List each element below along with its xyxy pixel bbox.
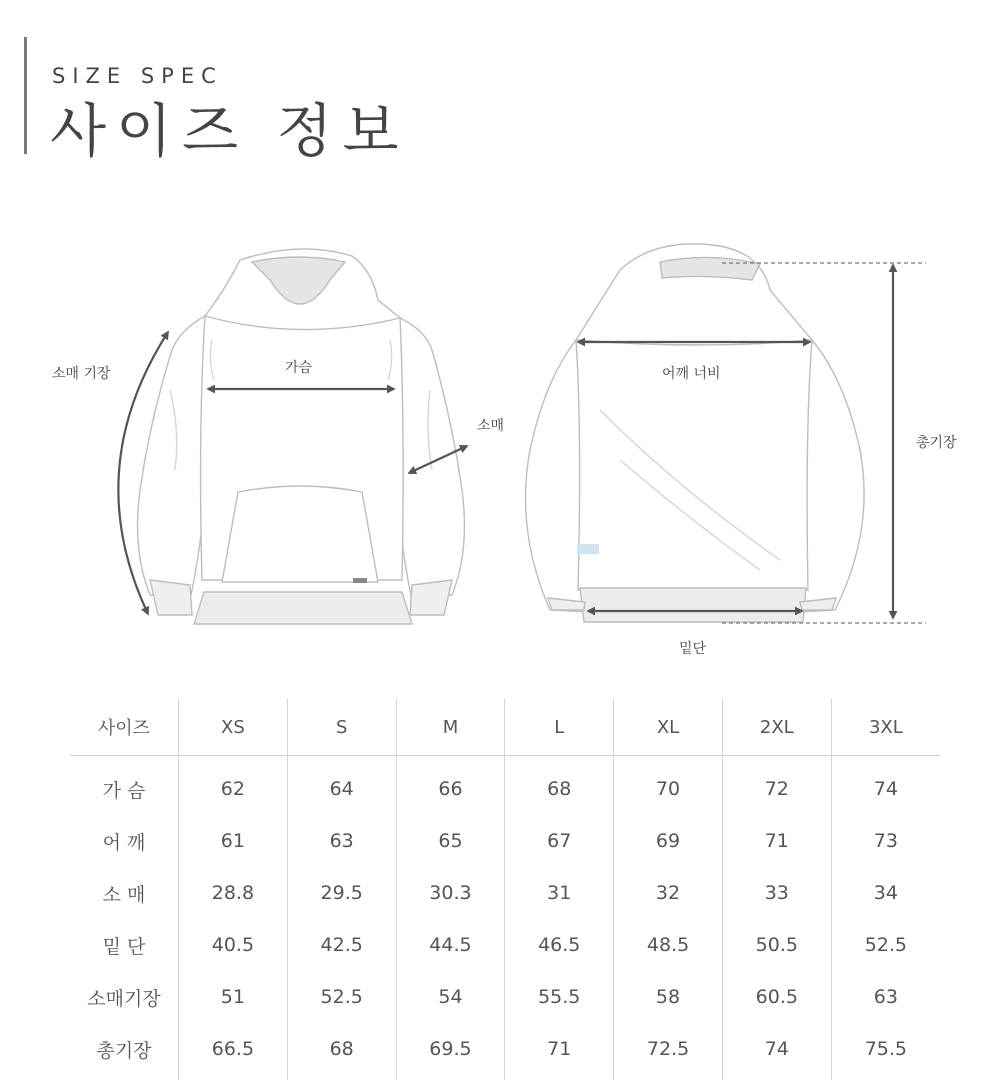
label-total-length: 총기장 — [916, 435, 957, 451]
table-row — [70, 919, 940, 971]
table-cell: 66 — [396, 756, 505, 816]
size-header-l: L — [505, 699, 614, 756]
size-header-s: S — [287, 699, 396, 756]
table-cell: 30.3 — [396, 867, 505, 919]
size-header-3xl: 3XL — [831, 699, 940, 756]
header-accent-bar — [24, 37, 27, 154]
table-cell: 55.5 — [505, 971, 614, 1023]
label-hem: 밑단 — [679, 641, 707, 657]
row-label: 밑 단 — [102, 935, 146, 958]
table-cell: 60.5 — [722, 971, 831, 1023]
table-cell: 71 — [722, 815, 831, 867]
table-cell: 68 — [505, 756, 614, 816]
table-cell: 62 — [179, 756, 288, 816]
row-label: 어 깨 — [102, 831, 146, 854]
table-cell: 69.5 — [396, 1023, 505, 1080]
table-row — [70, 815, 940, 867]
row-label: 가 슴 — [102, 779, 146, 802]
table-cell: 52.5 — [831, 919, 940, 971]
table-cell: 42.5 — [287, 919, 396, 971]
section-eyebrow: SIZE SPEC — [52, 64, 223, 88]
table-cell: 31 — [505, 867, 614, 919]
table-cell: 61 — [179, 815, 288, 867]
table-cell: 65 — [396, 815, 505, 867]
row-label: 소매기장 — [87, 987, 161, 1010]
size-spec-table — [70, 699, 940, 1080]
table-cell: 72 — [722, 756, 831, 816]
table-row — [70, 971, 940, 1023]
table-cell: 63 — [831, 971, 940, 1023]
table-cell: 74 — [722, 1023, 831, 1080]
table-cell: 72.5 — [614, 1023, 723, 1080]
size-header-2xl: 2XL — [722, 699, 831, 756]
label-sleeve: 소매 — [477, 418, 505, 434]
size-header-xl: XL — [614, 699, 723, 756]
table-cell: 66.5 — [179, 1023, 288, 1080]
table-cell: 44.5 — [396, 919, 505, 971]
table-cell: 34 — [831, 867, 940, 919]
row-label: 총기장 — [96, 1039, 152, 1062]
page-title: 사이즈 정보 — [50, 97, 409, 165]
table-cell: 40.5 — [179, 919, 288, 971]
table-cell: 71 — [505, 1023, 614, 1080]
table-cell: 33 — [722, 867, 831, 919]
table-cell: 67 — [505, 815, 614, 867]
table-row — [70, 1023, 940, 1080]
table-cell: 64 — [287, 756, 396, 816]
table-cell: 73 — [831, 815, 940, 867]
table-row — [70, 867, 940, 919]
size-header-m: M — [396, 699, 505, 756]
table-cell: 46.5 — [505, 919, 614, 971]
table-cell: 63 — [287, 815, 396, 867]
table-header-row — [70, 699, 940, 756]
table-row — [70, 756, 940, 816]
table-cell: 74 — [831, 756, 940, 816]
table-cell: 54 — [396, 971, 505, 1023]
table-cell: 32 — [614, 867, 723, 919]
table-cell: 28.8 — [179, 867, 288, 919]
row-label: 소 매 — [102, 883, 146, 906]
table-cell: 51 — [179, 971, 288, 1023]
table-cell: 29.5 — [287, 867, 396, 919]
table-cell: 68 — [287, 1023, 396, 1080]
size-header-xs: XS — [179, 699, 288, 756]
label-shoulder: 어깨 너비 — [662, 366, 721, 382]
table-cell: 50.5 — [722, 919, 831, 971]
label-chest: 가슴 — [285, 360, 313, 376]
hoodie-size-diagram — [0, 230, 1000, 670]
table-cell: 69 — [614, 815, 723, 867]
hoodie-illustration — [0, 230, 1000, 670]
table-corner-header: 사이즈 — [70, 699, 179, 756]
front-hoodie-drawing — [138, 249, 465, 624]
table-cell: 75.5 — [831, 1023, 940, 1080]
label-sleeve-length: 소매 기장 — [52, 366, 111, 382]
table-cell: 48.5 — [614, 919, 723, 971]
table-cell: 52.5 — [287, 971, 396, 1023]
table-cell: 58 — [614, 971, 723, 1023]
table-cell: 70 — [614, 756, 723, 816]
back-hoodie-drawing — [526, 244, 865, 622]
